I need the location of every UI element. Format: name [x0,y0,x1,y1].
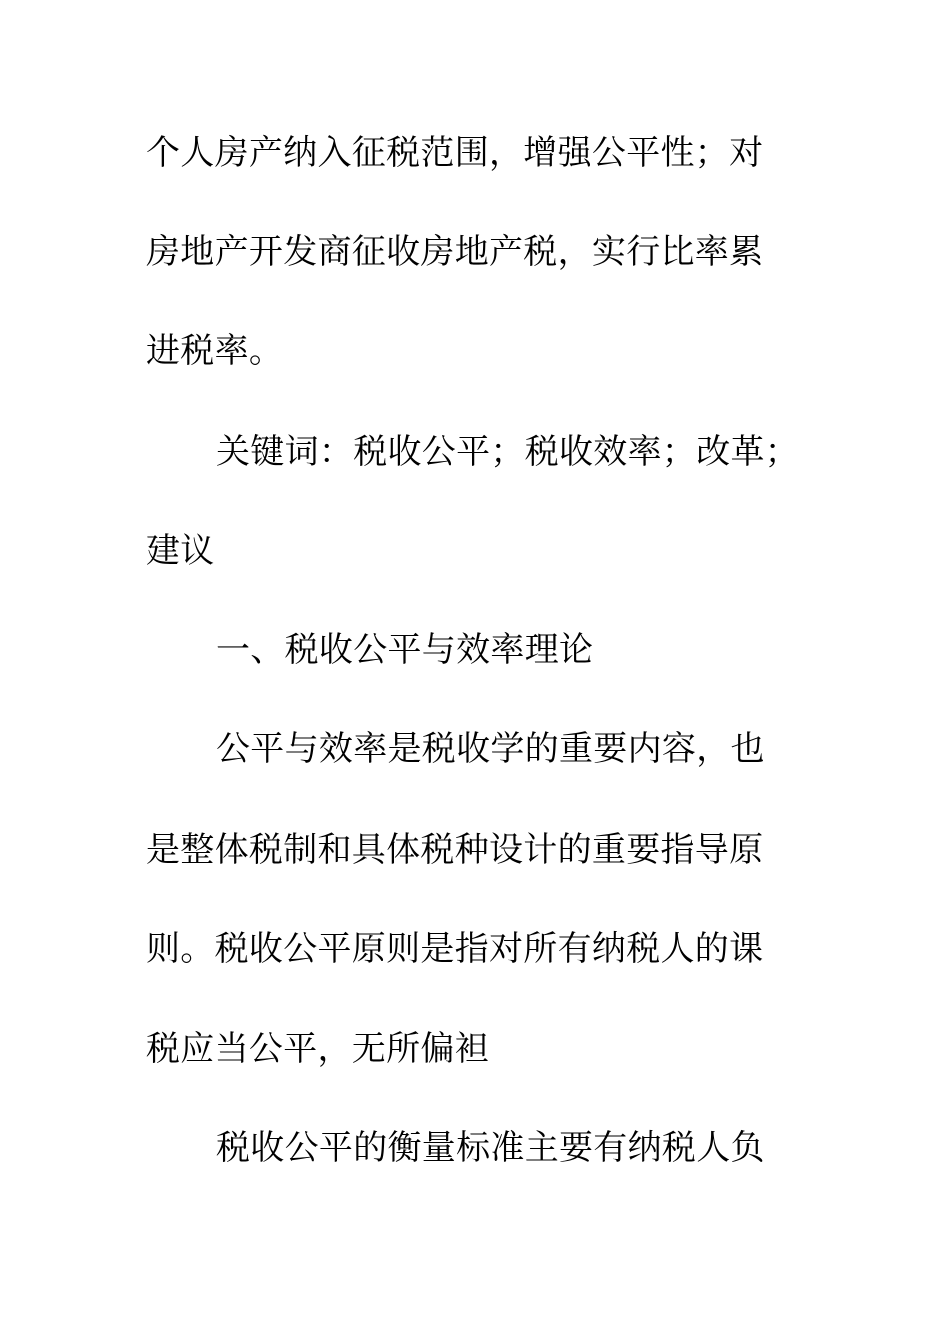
body-text-line: 是整体税制和具体税种设计的重要指导原 [146,830,764,870]
keywords-line: 关键词：税收公平；税收效率；改革； [216,432,800,472]
body-text-line: 房地产开发商征收房地产税，实行比率累 [146,232,764,272]
body-text-line: 进税率。 [146,331,284,371]
body-text-line: 公平与效率是税收学的重要内容，也 [216,729,765,769]
body-text-line: 税应当公平，无所偏袒 [146,1029,489,1069]
section-heading: 一、税收公平与效率理论 [216,630,594,670]
keywords-continuation: 建议 [146,531,215,571]
body-text-line: 个人房产纳入征税范围，增强公平性；对 [146,133,764,173]
body-text-line: 税收公平的衡量标准主要有纳税人负 [216,1128,765,1168]
body-text-line: 则。税收公平原则是指对所有纳税人的课 [146,929,764,969]
